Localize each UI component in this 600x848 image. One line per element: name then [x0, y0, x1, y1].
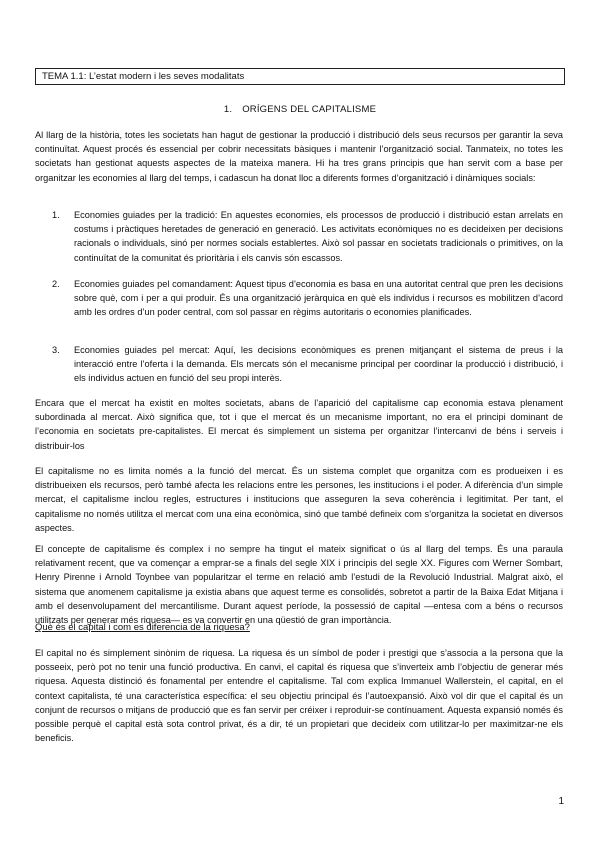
list-item: [52, 208, 563, 265]
list-item-text: Economies guiades pel mercat: Aquí, les decisions econòmiques es prenen mitjançant el sistema de preus i la interacció entre l’oferta i la demanda. Els mercats són el mecanisme principal per coordinar la producció i distribució, i els individus actuen en funció del seu propi interès.: [74, 345, 563, 384]
section-number: 1.: [223, 104, 233, 115]
section-title: ORÍGENS DEL CAPITALISME: [242, 104, 377, 115]
section-heading: [0, 104, 600, 115]
subheading: Què és el capital i com es diferencia de la riquesa?: [35, 622, 250, 633]
topic-title: TEMA 1.1: L’estat modern i les seves modalitats: [42, 71, 245, 82]
paragraph-capitalism-system: El capitalisme no es limita només a la funció del mercat. És un sistema complet que organitza com es produeixen i es distribueixen els recursos, però també afecta les relacions entre les persones, les institucions i el poder. A diferència d’un simple mercat, el capitalisme inclou regles, estructures i institucions que asseguren la seva coherència i legitimitat. Per tant, el capitalisme no només utilitza el mercat com una eina econòmica, sinó que també defineix com s’organitza la societat en diversos aspectes.: [35, 466, 563, 533]
paragraph-capital: El capital no és simplement sinònim de riquesa. La riquesa és un símbol de poder i prestigi que s’associa a la persona que la posseeix, però pot no tenir una funció productiva. En canvi, el capital és riquesa que s’inverteix amb l’objectiu de generar més riquesa. Aquesta distinció és fonamental per entendre el capitalisme. Tal com explica Immanuel Wallerstein, el capital, en el context capitalista, té una característica específica: el seu objectiu principal és l’autoexpansió. Això vol dir que el capital és un conjunt de recursos o mitjans de producció que es fan servir per créixer i reproduir-se contínuament. Aquesta expansió només és possible perquè el capital està sota control privat, és a dir, té un propietari que decideix com utilitzar-lo per maximitzar-ne els beneficis.: [35, 648, 563, 744]
paragraph-capitalism-concept: El concepte de capitalisme és complex i no sempre ha tingut el mateix significat o ús al llarg del temps. És una paraula relativament recent, que va començar a emprar-se a finals del segle XIX i principis del segle XX. Figures com Werner Sombart, Henry Pirenne i Arnold Toynbee van popularitzar el terme en relació amb l’estudi de la Revolució Industrial. Malgrat això, el sistema que anomenem capitalisme ja existia abans que aquest terme es consolidés, sobretot a partir de la Baixa Edat Mitjana i amb el desenvolupament del mercantilisme. Durant aquest període, la possessió de capital —entesa com a béns o recursos utilitzats per generar més riquesa— es va convertir en una qüestió de gran importància.: [35, 544, 563, 626]
list-item-number: 3.: [52, 345, 60, 355]
list-item-text: Economies guiades pel comandament: Aquest tipus d’economia es basa en una autoritat central que pren les decisions sobre què, com i per a qui produir. És una organització jeràrquica en què els individus i recursos es mobilitzen d’acord amb les ordres d’un poder central, com sol passar en règims autoritaris o economies planificades.: [74, 279, 563, 318]
paragraph-market: Encara que el mercat ha existit en moltes societats, abans de l’aparició del capitalisme cap economia estava plenament subordinada al mercat. Això significa que, tot i que el mercat és un mecanisme important, no era el principi dominant de l’economia en societats pre-capitalistes. El mercat és simplement un sistema per organitzar l’intercanvi de béns i serveis i distribuir-los: [35, 398, 563, 451]
list-item-number: 2.: [52, 279, 60, 289]
list-item: [52, 277, 563, 320]
intro-paragraph: Al llarg de la història, totes les societats han hagut de gestionar la producció i distribució dels seus recursos per garantir la seva continuïtat. Aquest procés és essencial per cobrir necessitats bàsiques i mantenir l’organització social. Tanmateix, no totes les societats han gestionat aquests aspectes de la mateixa manera. Hi ha tres grans principis que han servit com a base per organitzar les economies al llarg del temps, i cadascun ha donat lloc a diferents formes d’organització i dinàmiques socials:: [35, 130, 563, 183]
list-item-number: 1.: [52, 210, 60, 220]
list-item: [52, 343, 563, 386]
topic-title-box: [35, 68, 565, 85]
page-number: 1: [558, 796, 564, 807]
list-item-text: Economies guiades per la tradició: En aquestes economies, els processos de producció i distribució estan arrelats en costums i pràctiques heretades de generació en generació. Les activitats econòmiques no es decideixen per decisions racionals o individuals, sinó per normes socials establertes. Això sol passar en societats tradicionals o primitives, on la continuïtat de la comunitat és prioritària i els canvis són escassos.: [74, 210, 563, 263]
